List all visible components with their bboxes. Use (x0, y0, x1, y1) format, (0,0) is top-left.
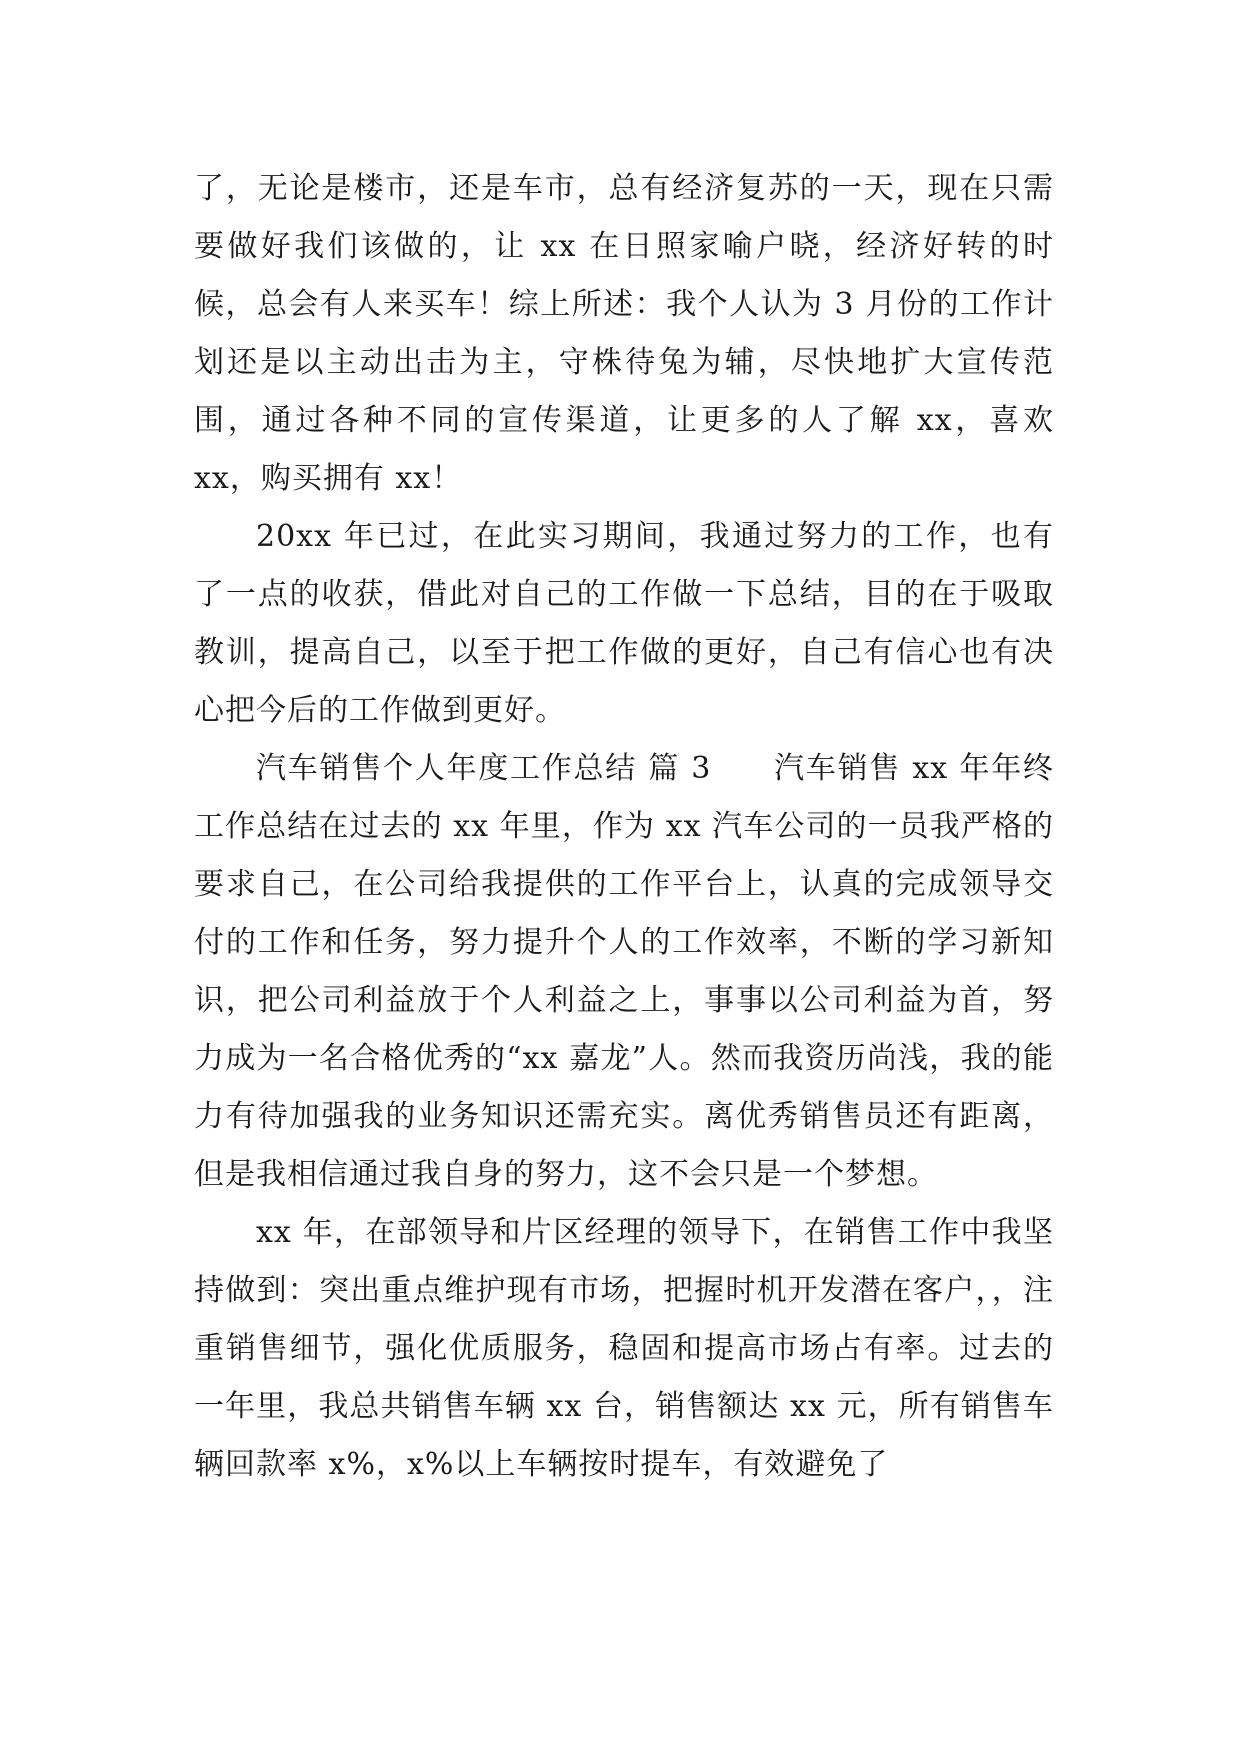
section-body: 汽车销售 xx 年年终工作总结在过去的 xx 年里，作为 xx 汽车公司的一员我严格的要求自己，在公司给我提供的工作平台上，认真的完成领导交付的工作和任务，努力提升个人的工作效率，不断的学习新知识，把公司利益放于个人利益之上，事事以公司利益为首，努力成为一名合格优秀的“xx 嘉龙”人。然而我资历尚浅，我的能力有待加强我的业务知识还需充实。离优秀销售员还有距离，但是我相信通过我自身的努力，这不会只是一个梦想。 (194, 751, 1054, 1192)
section-heading: 汽车销售个人年度工作总结 篇 3 (256, 751, 712, 786)
paragraph-continuation: 了，无论是楼市，还是车市，总有经济复苏的一天，现在只需要做好我们该做的，让 xx 在日照家喻户晓，经济好转的时候，总会有人来买车！综上所述：我个人认为 3 月份的工作计划还是以主动出击为主，守株待兔为辅，尽快地扩大宣传范围，通过各种不同的宣传渠道，让更多的人了解 xx，喜欢 xx，购买拥有 xx！ (194, 171, 1054, 496)
document-body (194, 160, 1054, 1494)
paragraph-internship-summary: 20xx 年已过，在此实习期间，我通过努力的工作，也有了一点的收获，借此对自己的工作做一下总结，目的在于吸取教训，提高自己，以至于把工作做的更好，自己有信心也有决心把今后的工作做到更好。 (194, 519, 1054, 728)
paragraph-section-3 (194, 740, 1054, 1204)
paragraph-annual-sales: xx 年，在部领导和片区经理的领导下，在销售工作中我坚持做到：突出重点维护现有市场，把握时机开发潜在客户，，注重销售细节，强化优质服务，稳固和提高市场占有率。过去的一年里，我总共销售车辆 xx 台，销售额达 xx 元，所有销售车辆回款率 x%，x%以上车辆按时提车，有效避免了 (194, 1215, 1054, 1482)
